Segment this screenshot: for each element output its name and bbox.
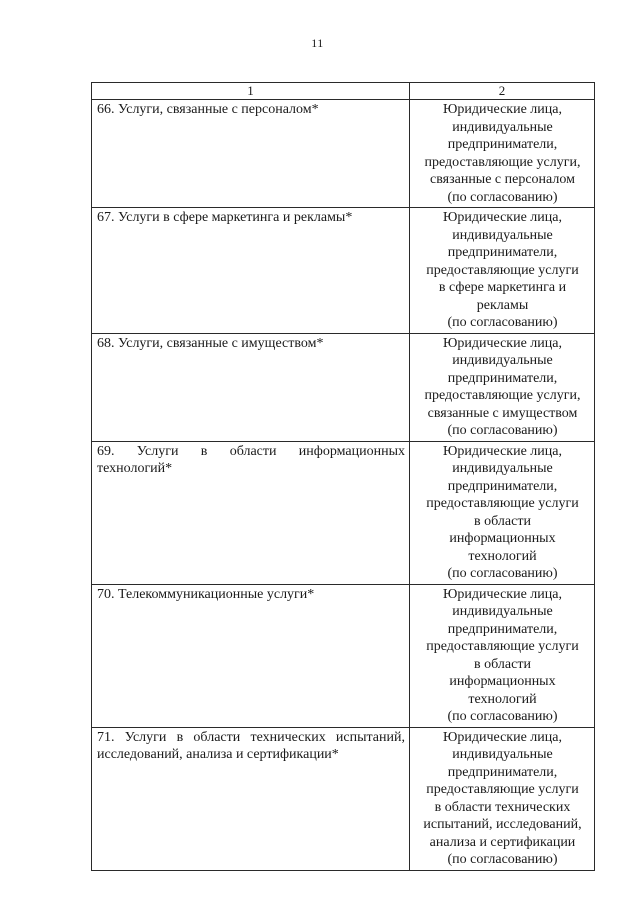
- provider-line: индивидуальные: [452, 461, 553, 476]
- provider-line: (по согласованию): [447, 852, 558, 867]
- provider-cell: [410, 100, 595, 208]
- provider-cell: [410, 584, 595, 727]
- provider-line: рекламы: [476, 297, 529, 313]
- provider-line: испытаний, исследований,: [423, 817, 582, 832]
- provider-line: технологий: [468, 691, 537, 707]
- provider-line: предоставляющие услуги: [426, 496, 579, 511]
- provider-line: предприниматели,: [447, 137, 558, 152]
- provider-line: в области технических: [434, 799, 571, 815]
- provider-line: в сфере маркетинга и: [438, 280, 567, 295]
- provider-line: (по согласованию): [447, 189, 558, 205]
- provider-line: предприниматели,: [447, 621, 558, 637]
- provider-line: предприниматели,: [447, 764, 558, 780]
- provider-line: Юридические лица,: [442, 335, 562, 351]
- provider-line: индивидуальные: [452, 747, 553, 762]
- table-row: [92, 441, 595, 584]
- provider-cell: [410, 441, 595, 584]
- provider-line: (по согласованию): [447, 423, 558, 438]
- provider-line: предприниматели,: [447, 245, 558, 260]
- provider-line: информационных: [449, 674, 556, 689]
- table-row: [92, 100, 595, 208]
- provider-line: связанные с персоналом: [430, 172, 575, 187]
- service-cell: 66. Услуги, связанные с персоналом*: [92, 100, 410, 208]
- service-cell: 68. Услуги, связанные с имуществом*: [92, 333, 410, 441]
- provider-line: предоставляющие услуги: [426, 262, 579, 278]
- provider-line: предоставляющие услуги: [426, 782, 579, 797]
- provider-line: в области: [474, 513, 531, 529]
- provider-line: (по согласованию): [447, 566, 558, 581]
- page-number: 11: [311, 36, 324, 50]
- provider-line: предприниматели,: [447, 478, 558, 494]
- service-cell: 69. Услуги в области информационных технологий*: [92, 441, 410, 584]
- service-cell: 70. Телекоммуникационные услуги*: [92, 584, 410, 727]
- table-row: [92, 584, 595, 727]
- provider-line: предоставляющие услуги,: [424, 388, 581, 403]
- provider-line: индивидуальные: [452, 353, 553, 368]
- provider-line: предоставляющие услуги: [426, 639, 579, 654]
- provider-line: Юридические лица,: [442, 729, 562, 745]
- provider-cell: [410, 333, 595, 441]
- column-header-2: 2: [410, 83, 595, 100]
- service-cell: 67. Услуги в сфере маркетинга и рекламы*: [92, 208, 410, 334]
- table-header-row: [92, 83, 595, 100]
- services-table: [91, 82, 595, 871]
- provider-line: технологий: [468, 548, 537, 564]
- provider-line: предоставляющие услуги,: [424, 154, 581, 170]
- provider-line: предприниматели,: [447, 370, 558, 386]
- provider-line: в области: [474, 656, 531, 672]
- table-row: [92, 333, 595, 441]
- provider-line: (по согласованию): [447, 315, 558, 330]
- provider-line: (по согласованию): [447, 709, 558, 724]
- table-row: [92, 208, 595, 334]
- provider-line: информационных: [449, 531, 556, 546]
- provider-line: Юридические лица,: [442, 443, 562, 459]
- provider-line: Юридические лица,: [442, 210, 562, 225]
- provider-line: связанные с имуществом: [427, 405, 578, 421]
- provider-line: Юридические лица,: [442, 586, 562, 602]
- column-header-1: 1: [92, 83, 410, 100]
- service-cell: 71. Услуги в области технических испытаний, исследований, анализа и сертификации*: [92, 727, 410, 870]
- table-row: [92, 727, 595, 870]
- provider-line: индивидуальные: [452, 604, 553, 619]
- provider-line: Юридические лица,: [442, 102, 562, 117]
- provider-line: индивидуальные: [452, 119, 553, 135]
- provider-line: индивидуальные: [452, 227, 553, 243]
- provider-cell: [410, 208, 595, 334]
- provider-cell: [410, 727, 595, 870]
- provider-line: анализа и сертификации: [429, 834, 576, 850]
